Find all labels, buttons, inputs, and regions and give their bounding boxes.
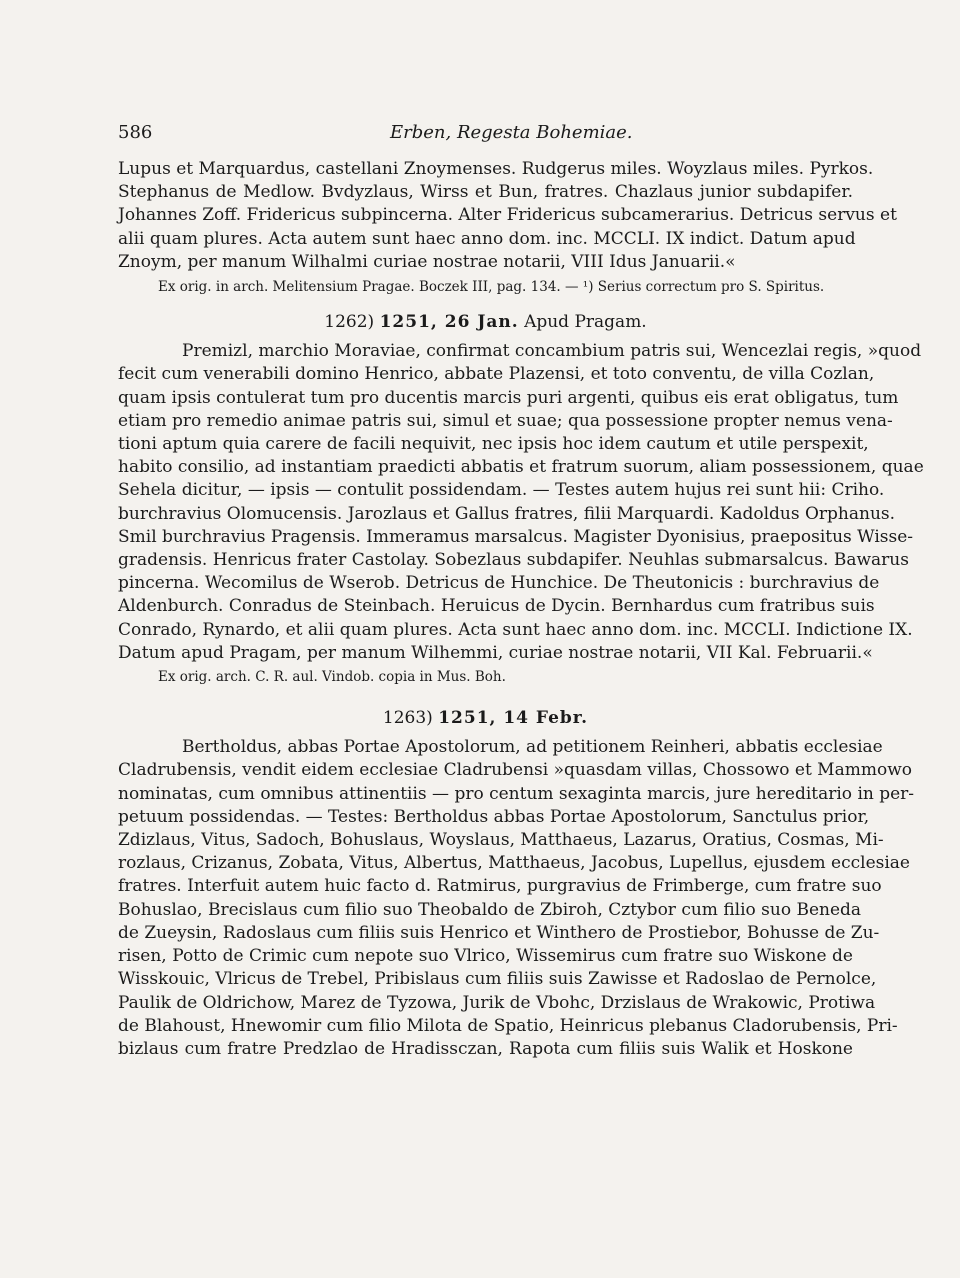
text-line: Datum apud Pragam, per manum Wilhemmi, curiae nostrae notarii, VII Kal. Februarii.« (118, 642, 873, 663)
running-head: Erben, Regesta Bohemiae. (390, 122, 633, 143)
text-line: Premizl, marchio Moraviae, confirmat concambium patris sui, Wencezlai regis, »quod (182, 341, 922, 362)
text-line: Paulik de Oldrichow, Marez de Tyzowa, Jurik de Vbohc, Drzislaus de Wrakowic, Protiwa (118, 992, 876, 1013)
text-line: gradensis. Henricus frater Castolay. Sobezlaus subdapifer. Neuhlas submarsalcus. Bawarus (118, 550, 909, 571)
text-line: etiam pro remedio animae patris sui, simul et suae; qua possessione propter nemus vena- (118, 410, 893, 431)
text-line: Wisskouic, Vlricus de Trebel, Pribislaus cum filiis suis Zawisse et Radoslao de Pernolce, (118, 969, 877, 990)
page-body (118, 158, 924, 1061)
text-line: tioni aptum quia carere de facili nequivit, nec ipsis hoc idem cautum et utile perspexit, (118, 434, 869, 455)
page-header (118, 122, 853, 148)
text-line: habito consilio, ad instantiam praedicti abbatis et fratrum suorum, aliam possessionem, quae (118, 457, 924, 478)
entry-1262 (118, 311, 924, 687)
text-line: Conrado, Rynardo, et alii quam plures. Acta sunt haec anno dom. inc. MCCLI. Indictione IX. (118, 619, 913, 640)
entry-number: 1263) (382, 708, 433, 729)
text-line: petuum possidendas. — Testes: Bertholdus abbas Portae Apostolorum, Sanctulus prior, (118, 806, 870, 827)
text-line: Cladrubensis, vendit eidem ecclesiae Cladrubensi »quasdam villas, Chossowo et Mammowo (118, 760, 912, 781)
text-line: burchravius Olomucensis. Jarozlaus et Gallus fratres, filii Marquardi. Kadoldus Orphanus. (118, 503, 896, 524)
page-number: 586 (118, 122, 153, 143)
continuation-block (118, 158, 897, 297)
text-line: Sehela dicitur, — ipsis — contulit possidendam. — Testes autem hujus rei sunt hii: Criho. (118, 480, 885, 501)
entry-date: 1251, 14 Febr. (438, 708, 589, 729)
text-line: Aldenburch. Conradus de Steinbach. Heruicus de Dycin. Bernhardus cum fratribus suis (118, 596, 875, 617)
text-line: Bertholdus, abbas Portae Apostolorum, ad petitionem Reinheri, abbatis ecclesiae (182, 737, 883, 758)
text-line: quam ipsis contulerat tum pro ducentis marcis puri argenti, quibus eis erat obligatus, tum (118, 387, 899, 408)
text-line: Lupus et Marquardus, castellani Znoymenses. Rudgerus miles. Woyzlaus miles. Pyrkos. (118, 159, 874, 179)
entry-1263 (118, 707, 915, 1061)
text-line: pincerna. Wecomilus de Wserob. Detricus de Hunchice. De Theutonicis : burchravius de (118, 573, 880, 594)
source-note: Ex orig. arch. C. R. aul. Vindob. copia in Mus. Boh. (158, 669, 506, 686)
entry-number: 1262) (324, 312, 375, 333)
text-line: Johannes Zoff. Fridericus subpincerna. Alter Fridericus subcamerarius. Detricus servus et (118, 205, 897, 226)
text-line: de Zueysin, Radoslaus cum filiis suis Henrico et Winthero de Prostiebor, Bohusse de Zu- (118, 922, 880, 943)
source-note: Ex orig. in arch. Melitensium Pragae. Boczek III, pag. 134. — ¹) Serius correctum pro S. Spiritus. (158, 279, 825, 296)
text-line: risen, Potto de Crimic cum nepote suo Vlrico, Wissemirus cum fratre suo Wiskone de (118, 946, 853, 967)
text-line: bizlaus cum fratre Predzlao de Hradissczan, Rapota cum filiis suis Walik et Hoskone (118, 1038, 853, 1059)
text-line: fecit cum venerabili domino Henrico, abbate Plazensi, et toto conventu, de villa Cozlan, (118, 364, 875, 385)
text-line: fratres. Interfuit autem huic facto d. Ratmirus, purgravius de Frimberge, cum fratre suo (118, 876, 882, 897)
text-line: Zdizlaus, Vitus, Sadoch, Bohuslaus, Woyslaus, Matthaeus, Lazarus, Oratius, Cosmas, Mi- (118, 830, 884, 851)
text-line: Stephanus de Medlow. Bvdyzlaus, Wirss et Bun, fratres. Chazlaus junior subdapifer. (118, 182, 853, 203)
text-line: nominatas, cum omnibus attinentiis — pro centum sexaginta marcis, jure hereditario in per- (118, 783, 915, 804)
text-line: alii quam plures. Acta autem sunt haec anno dom. inc. MCCLI. IX indict. Datum apud (118, 228, 856, 249)
entry-heading (118, 311, 853, 334)
text-line: Bohuslao, Brecislaus cum filio suo Theobaldo de Zbiroh, Cztybor cum filio suo Beneda (118, 899, 862, 920)
text-line: Smil burchravius Pragensis. Immeramus marsalcus. Magister Dyonisius, praepositus Wisse- (118, 526, 914, 547)
entry-heading (118, 707, 853, 730)
entry-place: Apud Pragam. (524, 312, 647, 333)
text-line: Znoym, per manum Wilhalmi curiae nostrae notarii, VIII Idus Januarii.« (118, 251, 736, 272)
entry-date: 1251, 26 Jan. (379, 312, 519, 333)
text-line: rozlaus, Crizanus, Zobata, Vitus, Albertus, Matthaeus, Jacobus, Lupellus, ejusdem ecclesiae (118, 853, 910, 874)
text-line: de Blahoust, Hnewomir cum filio Milota de Spatio, Heinricus plebanus Cladorubensis, Pri- (118, 1015, 898, 1036)
